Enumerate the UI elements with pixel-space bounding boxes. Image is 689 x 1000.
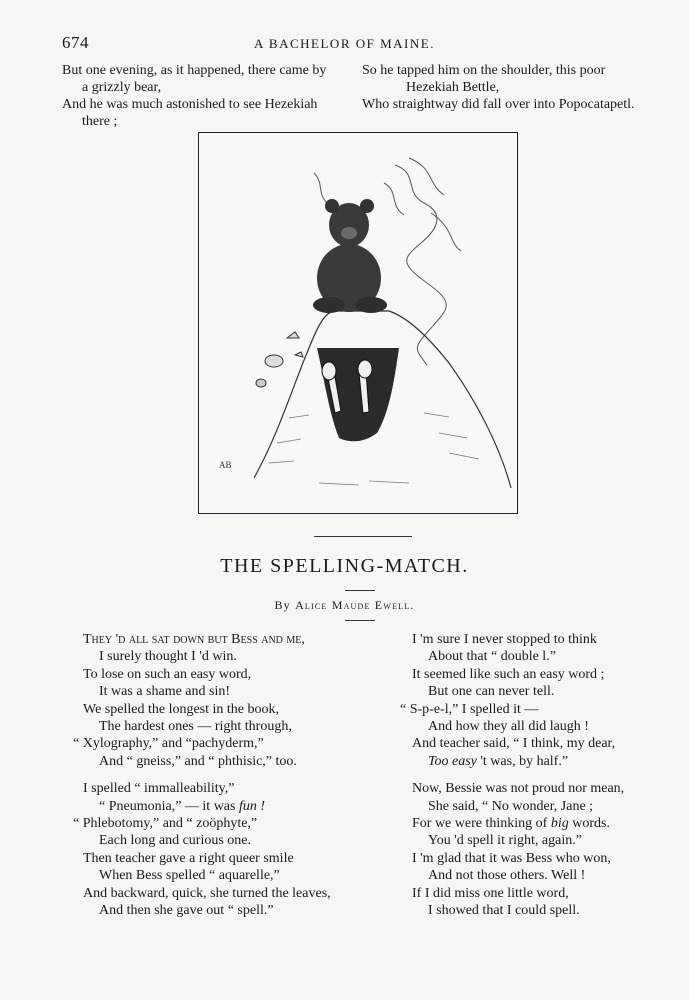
bear-volcano-drawing [199,133,517,513]
verse-line: They 'd all sat down but Bess and me, [83,632,305,647]
verse-line: And teacher said, “ I think, my dear, [412,736,616,752]
verse-line: And backward, quick, she turned the leaves, [83,885,331,901]
verse-line: If I did miss one little word, [412,885,569,901]
verse-line: The hardest ones — right through, [99,719,292,735]
bear-volcano-illustration [198,132,518,514]
verse-line: “ S-p-e-l,” I spelled it — [400,701,539,717]
verse-line: So he tapped him on the shoulder, this poor [362,63,606,78]
verse-line: We spelled the longest in the book, [83,701,279,717]
verse-line: Who straightway did fall over into Popocatapetl. [362,97,635,112]
emphasis: big [550,816,569,832]
verse-line: Too easy 't was, by half.” [428,753,569,769]
verse-line: I showed that I could spell. [428,903,580,919]
verse-line: And then she gave out “ spell.” [99,903,274,919]
emphasis: Too easy [428,753,477,769]
verse-line: When Bess spelled “ aquarelle,” [99,868,280,884]
verse-line: “ Xylography,” and “pachyderm,” [73,736,264,752]
section-divider [314,536,412,537]
verse-line: Now, Bessie was not proud nor mean, [412,781,625,797]
verse-line: She said, “ No wonder, Jane ; [428,798,594,814]
verse-line: But one can never tell. [428,684,555,700]
verse-line: And not those others. Well ! [428,868,586,884]
verse-line: Hezekiah Bettle, [406,80,500,95]
emphasis: fun ! [238,798,266,814]
continued-poem-right [362,62,662,113]
byline-author: Alice Maude Ewell. [295,598,415,612]
verse-line: It was a shame and sin! [99,684,231,700]
byline [0,598,689,613]
title-underline [345,590,375,591]
illustrator-signature: AB [219,460,232,470]
verse-line: “ Phlebotomy,” and “ zoöphyte,” [73,816,258,832]
verse-line: “ Pneumonia,” — it was fun ! [99,798,266,814]
running-head: A BACHELOR OF MAINE. [254,36,435,51]
verse-line: I surely thought I 'd win. [99,649,237,665]
verse-line: a grizzly bear, [82,80,162,95]
verse-line: I 'm sure I never stopped to think [412,632,597,647]
verse-line: To lose on such an easy word, [83,666,252,682]
verse-line: About that “ double l.” [428,649,556,665]
poem-column-right [400,631,682,920]
verse-line: You 'd spell it right, again.” [428,833,582,849]
verse-line: It seemed like such an easy word ; [412,666,605,682]
page-number: 674 [62,33,89,52]
verse-line: For we were thinking of big words. [412,816,610,832]
verse-line: Then teacher gave a right queer smile [83,850,294,866]
verse-line: I 'm glad that it was Bess who won, [412,850,611,866]
poem-title: THE SPELLING-MATCH. [220,555,469,577]
poem-column-left [73,631,383,920]
verse-line: And “ gneiss,” and “ phthisic,” too. [99,753,297,769]
byline-by: By [274,598,291,612]
verse-line: I spelled “ immalleability,” [83,781,235,797]
verse-line: Each long and curious one. [99,833,252,849]
verse-line: But one evening, as it happened, there came by [62,63,327,78]
byline-underline [345,620,375,621]
verse-line: And he was much astonished to see Hezekiah [62,97,318,112]
continued-poem-left [62,62,357,130]
verse-line: there ; [82,114,118,129]
verse-line: And how they all did laugh ! [428,719,589,735]
